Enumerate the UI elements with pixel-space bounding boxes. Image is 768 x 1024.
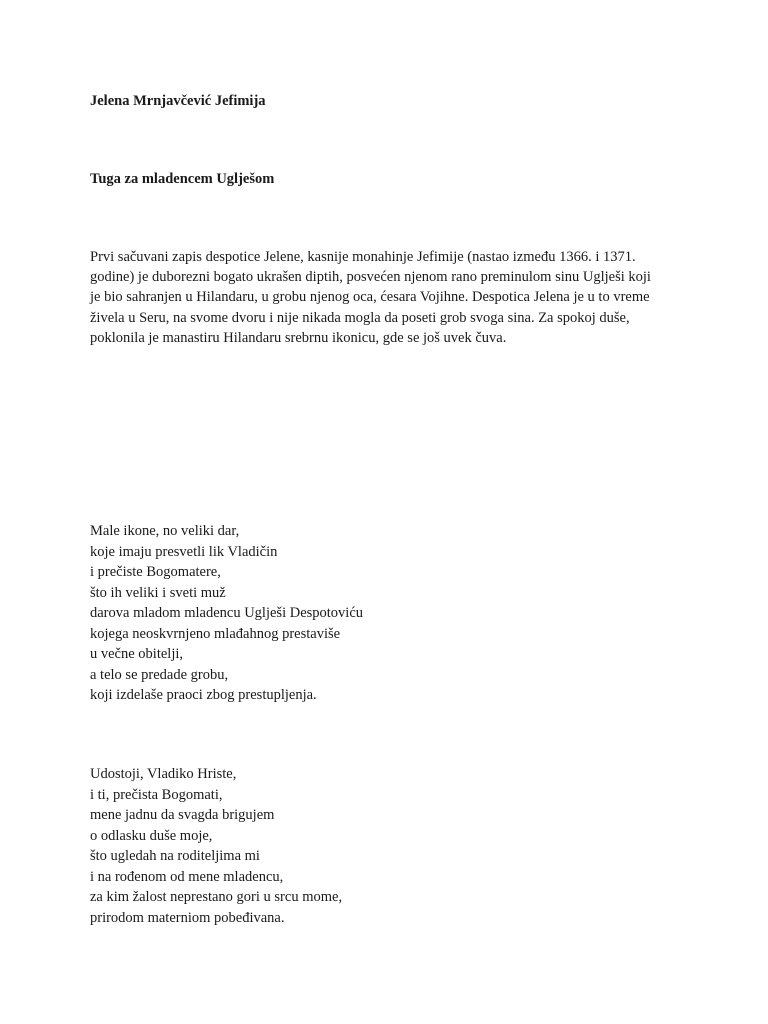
verse-line: i prečiste Bogomatere,	[90, 564, 221, 580]
verse-line: za kim žalost neprestano gori u srcu mome,	[90, 889, 343, 905]
intro-line: Prvi sačuvani zapis despotice Jelene, kasnije monahinje Jefimije (nastao između 1366. i 1371.	[90, 249, 636, 265]
intro-paragraph	[90, 247, 690, 348]
verse-line: koji izdelaše praoci zbog prestupljenja.	[90, 687, 317, 703]
author-name: Jelena Mrnjavčević Jefimija	[90, 93, 266, 109]
intro-line: godine) je duborezni bogato ukrašen diptih, posvećen njenom rano preminulom sinu Uglješi koji	[90, 269, 651, 286]
verse-line: i ti, prečista Bogomati,	[90, 786, 223, 803]
verse-line: darova mladom mladencu Uglješi Despotoviću	[90, 605, 364, 621]
poem-title: Tuga za mladencem Uglješom	[90, 171, 275, 187]
verse-line: Male ikone, no veliki dar,	[90, 523, 240, 539]
verse-line: u večne obitelji,	[90, 646, 184, 662]
verse-line: mene jadnu da svagda brigujem	[90, 807, 275, 823]
verse-line: što ih veliki i sveti muž	[90, 584, 226, 601]
verse-line: Udostoji, Vladiko Hriste,	[90, 766, 237, 782]
verse-line: o odlasku duše moje,	[90, 827, 213, 844]
verse-line: koje imaju presvetli lik Vladičin	[90, 543, 278, 560]
verse-line: što ugledah na roditeljima mi	[90, 848, 260, 864]
poem-stanza-2	[90, 764, 342, 928]
verse-line: kojega neoskvrnjeno mlađahnog prestaviše	[90, 625, 341, 642]
intro-line: poklonila je manastiru Hilandaru srebrnu ikonicu, gde se još uvek čuva.	[90, 329, 507, 346]
poem-stanza-1	[90, 521, 363, 706]
intro-line: je bio sahranjen u Hilandaru, u grobu njenog oca, ćesara Vojihne. Despotica Jelena je u to vreme	[90, 289, 650, 306]
verse-line: a telo se predade grobu,	[90, 666, 229, 683]
intro-line: živela u Seru, na svome dvoru i nije nikada mogla da poseti grob svoga sina. Za spokoj duše,	[90, 309, 630, 326]
verse-line: i na rođenom od mene mladencu,	[90, 868, 284, 885]
verse-line: prirodom materniom pobeđivana.	[90, 909, 285, 926]
